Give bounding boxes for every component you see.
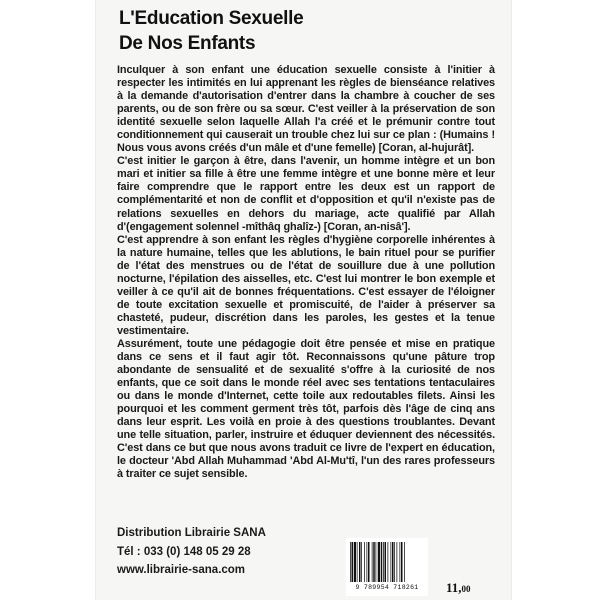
back-cover-text — [117, 64, 495, 482]
title-line-1: L'Education Sexuelle — [119, 8, 304, 29]
barcode-bars — [350, 542, 424, 584]
paragraph-2: C'est initier le garçon à être, dans l'avenir, un homme intègre et un bon mari et initier sa fille à être une femme intègre et une bonne mère et leur faire comprendre que le rapport entre les deux est un rapport de complémentarité et non de conflit et d'opposition et qu'il n'existe pas de relations sexuelles en dehors du mariage, acte qualifié par Allah d'(engagement solennel -mîthâq ghalîz-) [Coran, an-nisâ']. — [117, 155, 495, 233]
price-cents: 00 — [461, 584, 471, 594]
price-main: 11, — [446, 580, 462, 595]
paragraph-4: Assurément, toute une pédagogie doit être pensée et mise en pratique dans ce sens et il faut agir tôt. Reconnaissons qu'une pâture trop abondante de sensualité et de sexualité s'offre à la curiosité de nos enfants, que ce soit dans le monde réel avec ses tentations tentaculaires ou dans le monde d'Internet, cette toile aux redoutables filets. Ainsi les pourquoi et les comment germent très tôt, parfois dès l'âge de cinq ans dans leur esprit. Les voilà en proie à des questions troublantes. Devant une telle situation, parler, instruire et éduquer deviennent des nécessités. C'est dans ce but que nous avons traduit ce livre de l'expert en éducation, le docteur 'Abd Allah Muhammad 'Abd Al-Mu'tî, l'un des rares professeurs à traiter ce sujet sensible. — [117, 337, 495, 481]
barcode-bar — [368, 542, 370, 582]
barcode-bar — [392, 542, 394, 582]
barcode-bar — [378, 542, 380, 582]
title-line-2: De Nos Enfants — [119, 33, 256, 54]
barcode-bar — [372, 542, 373, 582]
book-title — [119, 6, 303, 56]
barcode-bar — [394, 542, 395, 582]
barcode-bar — [367, 542, 368, 582]
barcode-bar — [361, 542, 362, 582]
paragraph-1: Inculquer à son enfant une éducation sexuelle consiste à l'initier à respecter les intimités en lui apprenant les règles de bienséance relatives à la demande d'autorisation d'entrer dans la chambre à coucher de ses parents, ou de son frère ou sa sœur. C'est veiller à la préservation de son identité sexuelle selon laquelle Allah l'a créé et le prémunir contre tout conditionnement qui causerait un trouble chez lui sur ce plan : (Humains ! Nous vous avons créés d'un mâle et d'une femelle) [Coran, al-hujurât]. — [117, 64, 495, 155]
barcode-bar — [359, 542, 361, 582]
barcode-bar — [397, 542, 398, 582]
barcode-bar — [381, 542, 383, 582]
barcode-bar — [364, 542, 365, 582]
barcode-bar — [357, 542, 358, 582]
barcode-bar — [401, 542, 403, 582]
barcode-bar — [373, 542, 375, 582]
barcode-bar — [404, 542, 405, 582]
distributor-website: www.librairie-sana.com — [117, 564, 246, 576]
paragraph-3: C'est apprendre à son enfant les règles d'hygiène corporelle inhérentes à la nature humaine, telles que les ablutions, le bain rituel pour se purifier de l'état des menstrues ou de l'état de souillure due à une pollution nocturne, l'épilation des aisselles, etc. C'est lui montrer le bon exemple et veiller à ce qu'il ait de bonnes fréquentations. C'est essayer de l'éloigner de toute excitation sexuelle et promiscuité, de l'aider à préserver sa chasteté, pudeur, discrétion dans les paroles, les gestes et la tenue vestimentaire. — [117, 233, 495, 337]
barcode-bar — [391, 542, 392, 582]
barcode-bar — [383, 542, 384, 582]
barcode-bar — [388, 542, 389, 582]
barcode-bar — [385, 542, 387, 582]
distributor-name: Distribution Librairie SANA — [117, 527, 266, 539]
publisher-info — [117, 524, 266, 580]
distributor-phone: Tél : 033 (0) 148 05 29 28 — [117, 545, 251, 558]
barcode-bar — [350, 542, 351, 582]
price-label — [446, 580, 471, 596]
barcode-bar — [354, 542, 356, 582]
barcode-digits: 9 789954 718261 — [355, 584, 419, 591]
isbn-barcode — [346, 538, 428, 596]
barcode-bar — [400, 542, 401, 582]
barcode-bar — [352, 542, 354, 582]
barcode-bar — [376, 542, 377, 582]
